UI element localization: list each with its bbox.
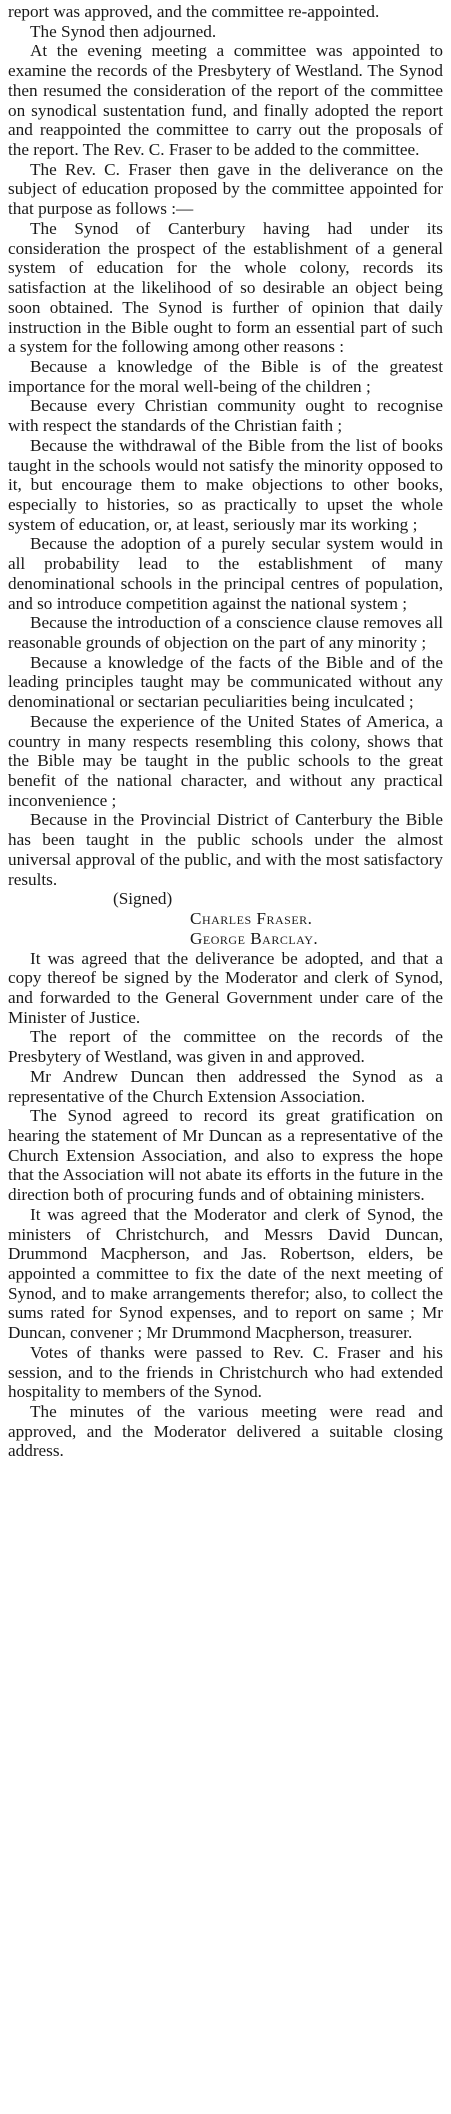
paragraph-because-secular-system: Because the adoption of a purely secular system would in all probability lead to the establishment of many denominational schools in the principal centres of population, and so introduce competition against the national system ; xyxy=(8,534,443,613)
paragraph-closing-address: The minutes of the various meeting were read and approved, and the Moderator delivered a suitable closing address. xyxy=(8,1402,443,1461)
paragraph-education-deliverance: The Rev. C. Fraser then gave in the deliverance on the subject of education proposed by the committee appointed for that purpose as follows :— xyxy=(8,159,443,219)
paragraph-committee-reappointed: report was approved, and the committee re-appointed. xyxy=(8,2,380,21)
paragraph-votes-of-thanks: Votes of thanks were passed to Rev. C. Fraser and his session, and to the friends in Christchurch who had extended hospitality to members of the Synod. xyxy=(8,1342,443,1402)
paragraph-gratification: The Synod agreed to record its great gratification on hearing the statement of Mr Duncan as a representative of the Church Extension Association, and also to express the hope that the Association will not abate its efforts in the future in the direction both of procuring funds and of obtaining ministers. xyxy=(8,1106,443,1205)
paragraph-committee-next-meeting: It was agreed that the Moderator and clerk of Synod, the ministers of Christchurch, and Messrs David Duncan, Drummond Macpherson, and Jas. Robertson, elders, be appointed a committee to fix the date of the next meeting of Synod, and to make arrangements therefor; also, to collect the sums rated for Synod expenses, and to report on same ; Mr Duncan, convener ; Mr Drummond Macpherson, treasurer. xyxy=(8,1204,443,1343)
paragraph-because-withdrawal: Because the withdrawal of the Bible from the list of books taught in the schools would not satisfy the minority opposed to it, but encourage them to make objections to other books, especially to histories, so as practically to upset the whole system of education, or, at least, seriously mar its working ; xyxy=(8,435,443,534)
paragraph-synod-of-canterbury: The Synod of Canterbury having had under its consideration the prospect of the establishment of a general system of education for the whole colony, records its satisfaction at the likelihood of so desirable an object being soon obtained. The Synod is further of opinion that daily instruction in the Bible ought to form an essential part of such a system for the following among other reasons : xyxy=(8,218,443,357)
paragraph-because-united-states: Because the experience of the United States of America, a country in many respects resembling this colony, shows that the Bible may be taught in the public schools to the great benefit of the national character, and without any practical inconvenience ; xyxy=(8,711,443,810)
paragraph-because-knowledge: Because a knowledge of the Bible is of the greatest importance for the moral well-being of the children ; xyxy=(8,356,443,396)
paragraph-because-facts-of-bible: Because a knowledge of the facts of the Bible and of the leading principles taught may be communicated without any denominational or sectarian peculiarities being inculcated ; xyxy=(8,652,443,712)
paragraph-because-canterbury: Because in the Provincial District of Canterbury the Bible has been taught in the public schools under the almost universal approval of the public, and with the most satisfactory results. xyxy=(8,810,443,889)
paragraph-because-christian-community: Because every Christian community ought to recognise with respect the standards of the Christian faith ; xyxy=(8,396,443,436)
paragraph-deliverance-adopted: It was agreed that the deliverance be adopted, and that a copy thereof be signed by the Moderator and clerk of Synod, and forwarded to the General Government under care of the Minister of Justice. xyxy=(8,948,443,1027)
paragraph-evening-meeting: At the evening meeting a committee was appointed to examine the records of the Presbytery of Westland. The Synod then resumed the consideration of the report of the committee on synodical sustentation fund, and finally adopted the report and reappointed the committee to carry out the proposals of the report. The Rev. C. Fraser to be added to the committee. xyxy=(8,41,443,160)
paragraph-synod-adjourned: The Synod then adjourned. xyxy=(30,21,217,41)
signed-label: (Signed) xyxy=(113,889,173,909)
signatory-george-barclay: George Barclay. xyxy=(190,928,319,948)
signatory-charles-fraser: Charles Fraser. xyxy=(190,909,313,929)
paragraph-andrew-duncan: Mr Andrew Duncan then addressed the Synod as a representative of the Church Extension Association. xyxy=(8,1066,443,1106)
paragraph-because-conscience-clause: Because the introduction of a conscience clause removes all reasonable grounds of objection on the part of any minority ; xyxy=(8,613,443,652)
paragraph-westland-report: The report of the committee on the records of the Presbytery of Westland, was given in and approved. xyxy=(8,1027,443,1067)
